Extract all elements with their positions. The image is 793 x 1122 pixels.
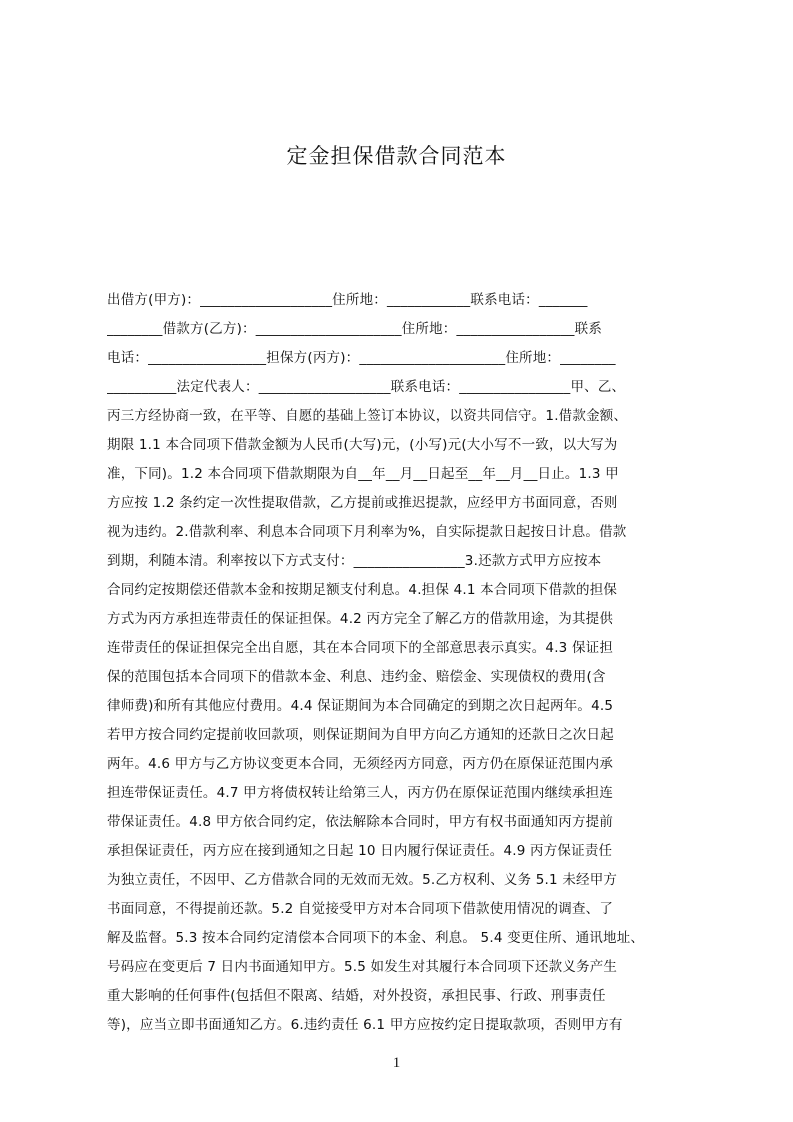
text-line: 等)，应当立即书面通知乙方。6.违约责任 6.1 甲方应按约定日提取款项，否则甲方有 [107,1017,623,1033]
text-line: 视为违约。2.借款利率、利息本合同项下月利率为%，自实际提款日起按日计息。借款 [107,524,627,540]
text-line: 方式为丙方承担连带责任的保证担保。4.2 丙方完全了解乙方的借款用途，为其提供 [107,611,614,627]
text-line: 号码应在变更后 7 日内书面通知甲方。5.5 如发生对其履行本合同项下还款义务产生 [107,959,618,975]
text-line: 重大影响的任何事件(包括但不限离、结婚，对外投资，承担民事、行政、刑事责任 [107,988,606,1004]
text-line: 若甲方按合同约定提前收回款项，则保证期间为自甲方向乙方通知的还款日之次日起 [107,727,614,743]
document-title: 定金担保借款合同范本 [286,144,507,168]
text-line: 为独立责任，不因甲、乙方借款合同的无效而无效。5.乙方权利、义务 5.1 未经甲方 [107,872,618,888]
text-line: 保的范围包括本合同项下的借款本金、利息、违约金、赔偿金、实现债权的费用(含 [107,669,606,685]
contract-body [107,286,699,1036]
text-line: 连带责任的保证担保完全出自愿，其在本合同项下的全部意思表示真实。4.3 保证担 [107,640,614,656]
text-line: 律师费)和所有其他应付费用。4.4 保证期间为本合同确定的到期之次日起两年。4.5 [107,698,614,714]
text-line: 出借方(甲方)：___________________住所地：____________联系电话：_______ [107,292,588,308]
text-line: 解及监督。5.3 按本合同约定清偿本合同项下的本金、利息。 5.4 变更住所、通讯地址、 [107,930,645,946]
text-line: 带保证责任。4.8 甲方依合同约定，依法解除本合同时，甲方有权书面通知丙方提前 [107,814,614,830]
text-line: 书面同意，不得提前还款。5.2 自觉接受甲方对本合同项下借款使用情况的调查、了 [107,901,614,917]
text-line: __________法定代表人：___________________联系电话：________________甲、乙、 [107,379,626,395]
text-line: 到期，利随本清。利率按以下方式支付：________________3.还款方式甲方应按本 [107,553,602,569]
text-line: 丙三方经协商一致，在平等、自愿的基础上签订本协议，以资共同信守。1.借款金额、 [107,408,628,424]
text-line: 承担保证责任，丙方应在接到通知之日起 10 日内履行保证责任。4.9 丙方保证责任 [107,843,613,859]
text-line: 方应按 1.2 条约定一次性提取借款，乙方提前或推迟提款，应经甲方书面同意，否则 [107,495,618,511]
text-line: 合同约定按期偿还借款本金和按期足额支付利息。4.担保 4.1 本合同项下借款的担保 [107,582,618,598]
text-line: 两年。4.6 甲方与乙方协议变更本合同，无须经丙方同意，丙方仍在原保证范围内承 [107,756,614,772]
text-line: 期限 1.1 本合同项下借款金额为人民币(大写)元，(小写)元(大小写不一致，以大写为 [107,437,618,453]
text-line: 担连带保证责任。4.7 甲方将债权转让给第三人，丙方仍在原保证范围内继续承担连 [107,785,614,801]
page-number: 1 [392,1055,401,1071]
text-line: ________借款方(乙方)：_____________________住所地：_________________联系 [107,321,603,337]
text-line: 电话：_________________担保方(丙方)：_____________________住所地：________ [107,350,616,366]
text-line: 准，下同)。1.2 本合同项下借款期限为自__年__月__日起至__年__月__日止。1.3 甲 [107,466,619,482]
